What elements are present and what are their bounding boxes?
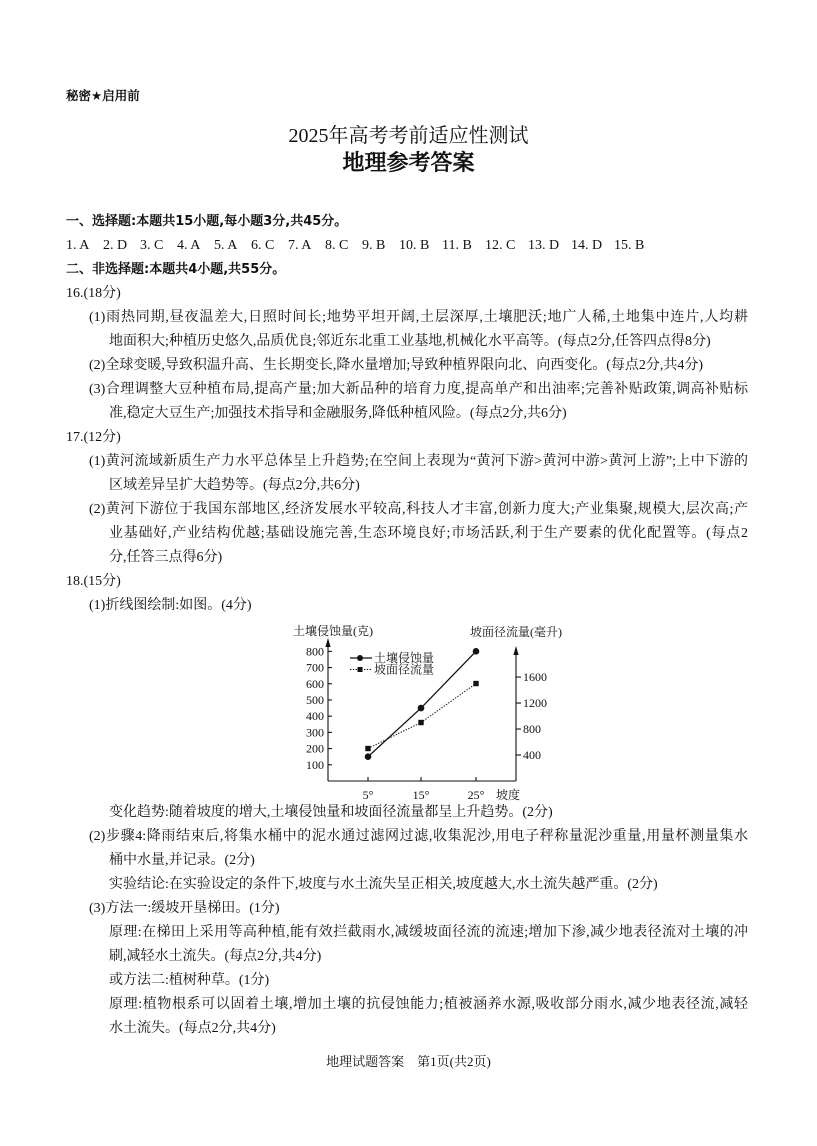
choice-answer: 5. A [214, 238, 238, 253]
data-point-soil-erosion [365, 753, 372, 760]
y-left-tick-label: 300 [306, 725, 324, 740]
y-left-tick-label: 400 [306, 709, 324, 724]
q16-answer-3-line: 准,稳定大豆生产;加强技术指导和金融服务,降低种植风险。(每点2分,共6分) [109, 406, 567, 421]
choice-answer: 13. D [528, 238, 560, 253]
series-line-runoff [368, 684, 476, 749]
choice-answer: 1. A [66, 238, 90, 253]
choice-answer: 14. D [571, 238, 603, 253]
choice-answer: 15. B [614, 238, 645, 253]
y-left-tick-label: 800 [306, 644, 324, 659]
exam-title: 2025年高考考前适应性测试 [288, 125, 529, 147]
data-point-runoff [418, 720, 423, 725]
part1-heading: 一、选择题:本题共15小题,每小题3分,共45分。 [66, 214, 348, 229]
y-axis-right-arrow-icon [513, 646, 518, 655]
q17-answer-1-line: 区域差异呈扩大趋势等。(每点2分,共6分) [109, 478, 360, 493]
page-footer: 地理试题答案 第1页(共2页) [326, 1054, 491, 1069]
q18-answer-2-line: 桶中水量,并记录。(2分) [109, 853, 255, 868]
q18-method-2-line: 或方法二:植树种草。(1分) [109, 973, 270, 988]
data-point-runoff [365, 746, 370, 751]
q18-trend-line: 变化趋势:随着坡度的增大,土壤侵蚀量和坡面径流量都呈上升趋势。(2分) [109, 805, 553, 820]
confidentiality-label: 秘密★启用前 [66, 88, 140, 103]
question-17-number: 17.(12分) [66, 430, 121, 445]
chart-legend [350, 650, 434, 677]
question-18-number: 18.(15分) [66, 574, 121, 589]
choice-answer: 11. B [442, 238, 472, 253]
q16-answer-1-line: 地面积大;种植历史悠久,品质优良;邻近东北重工业基地,机械化水平高等。(每点2分,任答四点得8分) [109, 334, 711, 349]
choice-answer: 7. A [288, 238, 312, 253]
data-point-soil-erosion [473, 648, 480, 655]
q16-answer-3-line: (3)合理调整大豆种植布局,提高产量;加大新品种的培育力度,提高单产和出油率;完善补贴政策,调高补贴标 [89, 382, 748, 397]
x-tick-label: 15° [412, 788, 430, 802]
q18-principle-1-line: 刷,减轻水土流失。(每点2分,共4分) [109, 949, 322, 964]
choice-answer: 4. A [177, 238, 201, 253]
x-axis-title: 坡度 [496, 788, 521, 802]
legend-circle-marker-icon [357, 655, 363, 661]
line-chart-figure [0, 618, 817, 801]
q18-method-1-line: (3)方法一:缓坡开垦梯田。(1分) [89, 901, 280, 916]
choice-answer: 3. C [140, 238, 164, 253]
data-point-runoff [473, 681, 478, 686]
q18-principle-2-line: 水土流失。(每点2分,共4分) [109, 1021, 276, 1036]
x-tick-label: 25° [467, 788, 485, 802]
q17-answer-1-line: (1)黄河流域新质生产力水平总体呈上升趋势;在空间上表现为“黄河下游>黄河中游>黄河上游”;上中下游的 [89, 454, 748, 469]
choice-answer: 6. C [251, 238, 275, 253]
choice-answer: 9. B [362, 238, 386, 253]
q16-answer-1-line: (1)雨热同期,昼夜温差大,日照时间长;地势平坦开阔,土层深厚,土壤肥沃;地广人稀,土地集中连片,人均耕 [89, 310, 748, 325]
y-right-tick-label: 1200 [523, 696, 547, 711]
q17-answer-2-line: 分,任答三点得6分) [109, 550, 223, 565]
q18-answer-1-line: (1)折线图绘制:如图。(4分) [89, 598, 252, 613]
choice-answer: 8. C [325, 238, 349, 253]
data-point-soil-erosion [418, 705, 425, 712]
q17-answer-2-line: (2)黄河下游位于我国东部地区,经济发展水平较高,科技人才丰富,创新力度大;产业集聚,规模大,层次高;产 [89, 502, 748, 517]
q17-answer-2-line: 业基础好,产业结构优越;基础设施完善,生态环境良好;市场活跃,利于生产要素的优化配置等。(每点2 [109, 526, 748, 541]
y-right-tick-label: 1600 [523, 670, 547, 685]
chart-axes [293, 623, 562, 802]
choice-answer: 12. C [485, 238, 516, 253]
legend-label: 坡面径流量 [374, 662, 435, 677]
x-tick-label: 5° [362, 788, 374, 802]
y-axis-right-title: 坡面径流量(毫升) [470, 625, 562, 639]
part2-heading: 二、非选择题:本题共4小题,共55分。 [66, 262, 286, 277]
y-left-tick-label: 600 [306, 676, 324, 691]
y-left-tick-label: 700 [306, 660, 324, 675]
q18-principle-1-line: 原理:在梯田上采用等高种植,能有效拦截雨水,减缓坡面径流的流速;增加下渗,减少地表径流对土壤的冲 [109, 925, 748, 940]
answer-body [0, 210, 817, 1041]
legend-square-marker-icon [358, 667, 363, 672]
choice-answer-list [66, 234, 766, 258]
legend-label: 土壤侵蚀量 [374, 651, 435, 665]
choice-answer: 10. B [399, 238, 430, 253]
y-left-tick-label: 100 [306, 757, 324, 772]
y-axis-left-arrow-icon [325, 638, 330, 647]
y-axis-left-title: 土壤侵蚀量(克) [293, 624, 373, 638]
q16-answer-2-line: (2)全球变暖,导致积温升高、生长期变长,降水量增加;导致种植界限向北、向西变化。(每点2分,共4分) [89, 358, 704, 373]
q18-answer-2-line: (2)步骤4:降雨结束后,将集水桶中的泥水通过滤网过滤,收集泥沙,用电子秤称量泥沙重量,用量杯测量集水 [89, 829, 748, 844]
slope-erosion-line-chart [280, 618, 580, 803]
question-16-number: 16.(18分) [66, 286, 121, 301]
y-left-tick-label: 500 [306, 692, 324, 707]
document-title: 地理参考答案 [342, 151, 475, 176]
y-right-tick-label: 800 [523, 722, 541, 737]
choice-answer: 2. D [103, 238, 128, 253]
y-left-tick-label: 200 [306, 741, 324, 756]
q18-principle-2-line: 原理:植物根系可以固着土壤,增加土壤的抗侵蚀能力;植被涵养水源,吸收部分雨水,减少地表径流,减轻 [109, 997, 748, 1012]
y-right-tick-label: 400 [523, 748, 541, 763]
q18-conclusion-line: 实验结论:在实验设定的条件下,坡度与水土流失呈正相关,坡度越大,水土流失越严重。(2分) [109, 877, 658, 892]
